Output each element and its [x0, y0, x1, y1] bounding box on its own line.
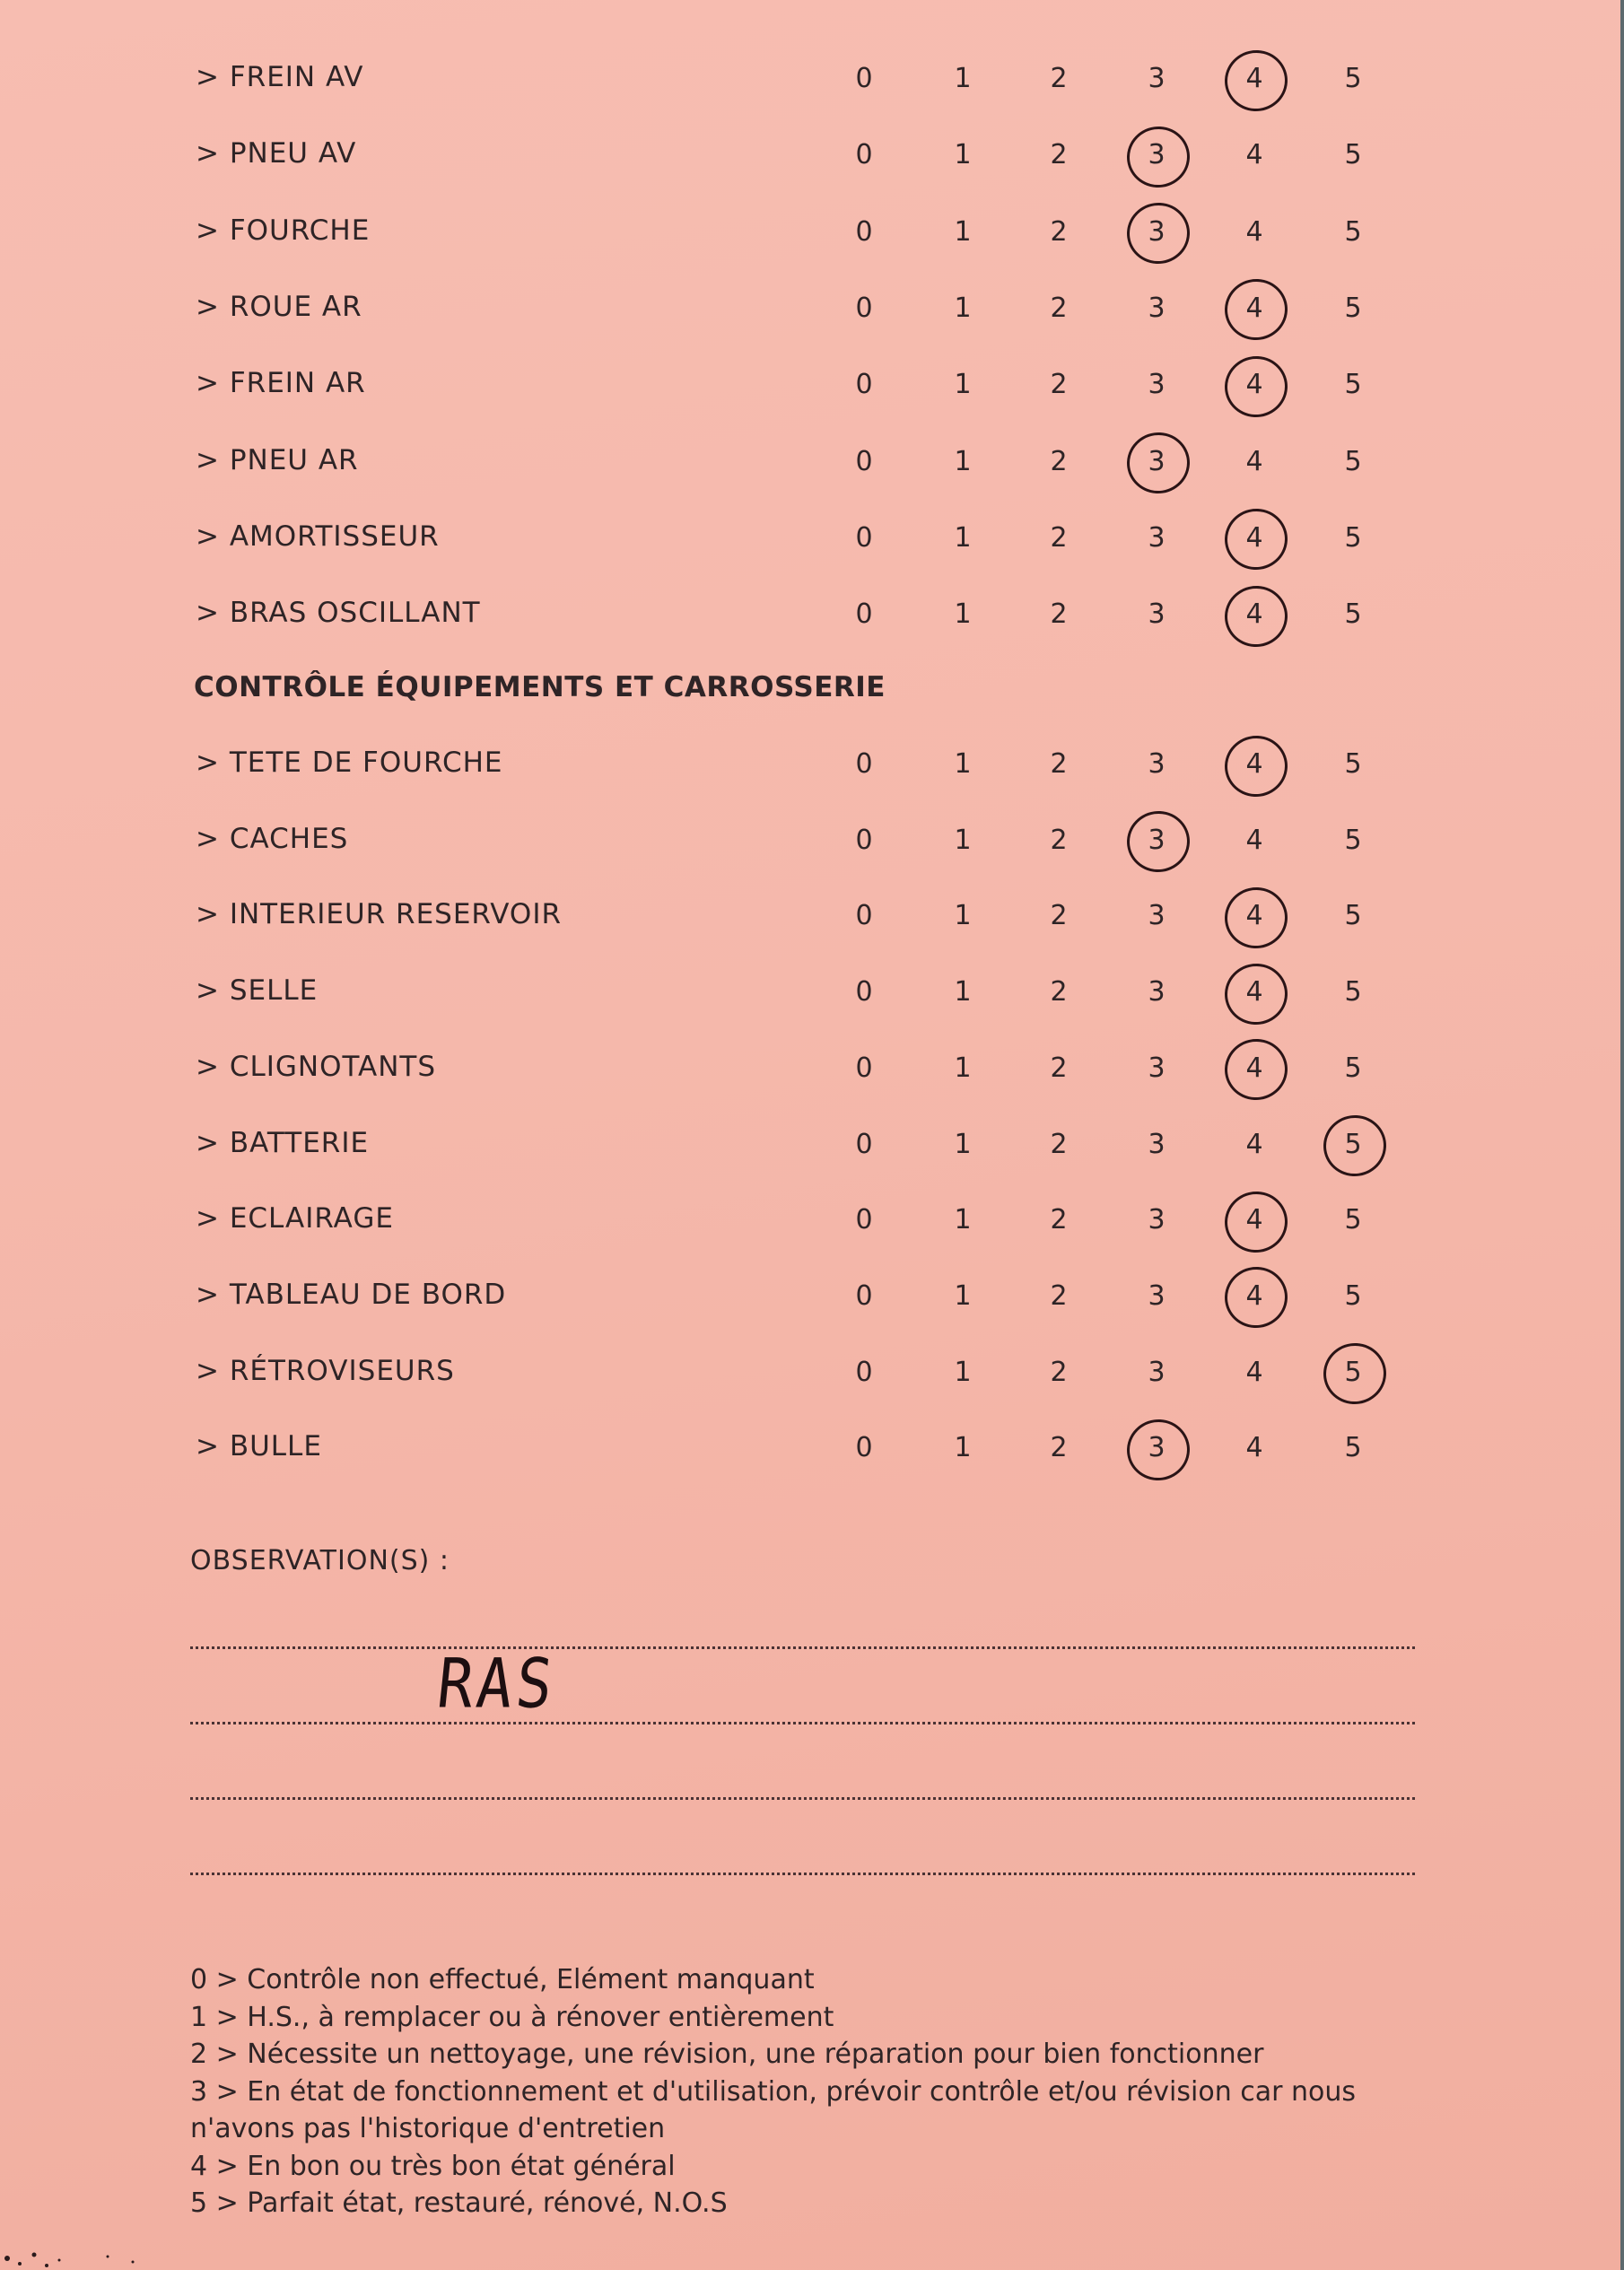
rating-row-label: > TETE DE FOURCHE	[196, 746, 503, 779]
score-option[interactable]: 1	[954, 1204, 972, 1236]
score-option-selected[interactable]: 3	[1130, 139, 1183, 170]
rating-row	[196, 588, 1452, 642]
rating-row	[196, 1193, 1452, 1247]
score-option[interactable]: 4	[1245, 1128, 1263, 1160]
legend-line: 0 > Contrôle non effectué, Elément manquant	[190, 1964, 815, 1995]
rating-row	[196, 358, 1452, 412]
score-option[interactable]: 5	[1344, 1432, 1362, 1464]
rating-row-label: > AMORTISSEUR	[196, 519, 440, 553]
rating-row-label: > TABLEAU DE BORD	[196, 1278, 507, 1311]
score-option[interactable]: 4	[1245, 215, 1263, 248]
score-option[interactable]: 4	[1245, 824, 1263, 856]
score-option[interactable]: 4	[1245, 445, 1263, 477]
score-option[interactable]: 3	[1148, 292, 1166, 324]
rating-row-label: > ROUE AR	[196, 290, 362, 323]
score-option[interactable]: 2	[1050, 748, 1068, 780]
rating-row	[196, 1270, 1452, 1323]
score-option[interactable]: 1	[954, 748, 972, 780]
score-option-selected[interactable]: 3	[1130, 446, 1183, 477]
rating-row-label: > CLIGNOTANTS	[196, 1050, 437, 1083]
score-option[interactable]: 2	[1050, 598, 1068, 631]
rating-row	[196, 889, 1452, 943]
score-option[interactable]: 5	[1344, 1279, 1362, 1312]
score-option[interactable]: 4	[1245, 1432, 1263, 1464]
score-option[interactable]: 2	[1050, 445, 1068, 477]
rating-row	[196, 965, 1452, 1019]
rating-row-label: > BATTERIE	[196, 1126, 370, 1159]
score-option[interactable]: 4	[1245, 1356, 1263, 1388]
score-option[interactable]: 0	[855, 1204, 873, 1236]
score-option-selected[interactable]: 4	[1227, 748, 1281, 780]
score-option[interactable]: 0	[855, 1128, 873, 1160]
rating-row	[196, 52, 1452, 106]
score-option-selected[interactable]: 3	[1130, 825, 1183, 856]
handwritten-observation: RAS	[433, 1644, 560, 1724]
score-option-selected[interactable]: 4	[1227, 1280, 1281, 1312]
score-option[interactable]: 3	[1148, 976, 1166, 1008]
rating-row-label: > INTERIEUR RESERVOIR	[196, 898, 563, 931]
score-option[interactable]: 0	[855, 369, 873, 401]
legend-line: 1 > H.S., à remplacer ou à rénover entièrement	[190, 2001, 834, 2033]
score-option[interactable]: 1	[954, 1279, 972, 1312]
score-option[interactable]: 1	[954, 824, 972, 856]
score-option[interactable]: 5	[1344, 598, 1362, 631]
score-option[interactable]: 5	[1344, 369, 1362, 401]
score-option[interactable]: 1	[954, 900, 972, 932]
score-option[interactable]: 0	[855, 598, 873, 631]
score-option[interactable]: 2	[1050, 1356, 1068, 1388]
score-option-selected[interactable]: 3	[1130, 216, 1183, 248]
score-option[interactable]: 1	[954, 63, 972, 94]
score-option[interactable]: 3	[1148, 521, 1166, 554]
score-option[interactable]: 0	[855, 521, 873, 554]
rating-row	[196, 205, 1452, 259]
score-option[interactable]: 5	[1344, 521, 1362, 554]
rating-row-label: > PNEU AV	[196, 137, 357, 170]
score-option[interactable]: 0	[855, 215, 873, 248]
rating-row-label: > PNEU AR	[196, 443, 359, 476]
score-option-selected[interactable]: 4	[1227, 900, 1281, 931]
score-option[interactable]: 2	[1050, 63, 1068, 94]
rating-row-label: > BRAS OSCILLANT	[196, 597, 481, 630]
score-option[interactable]: 5	[1344, 215, 1362, 248]
score-option[interactable]: 3	[1148, 63, 1166, 94]
score-option[interactable]: 2	[1050, 1279, 1068, 1312]
score-option[interactable]: 1	[954, 445, 972, 477]
rating-row-label: > FREIN AV	[196, 61, 364, 93]
rating-row	[196, 282, 1452, 336]
score-option-selected[interactable]: 4	[1227, 63, 1281, 94]
rating-row-label: > FOURCHE	[196, 214, 371, 247]
score-option[interactable]: 3	[1148, 1279, 1166, 1312]
score-option[interactable]: 5	[1344, 1204, 1362, 1236]
score-option[interactable]: 2	[1050, 139, 1068, 171]
score-option[interactable]: 0	[855, 139, 873, 171]
rating-row-label: > ECLAIRAGE	[196, 1202, 394, 1235]
score-option[interactable]: 1	[954, 598, 972, 631]
score-option[interactable]: 2	[1050, 215, 1068, 248]
score-option[interactable]: 3	[1148, 369, 1166, 401]
score-option[interactable]: 2	[1050, 1128, 1068, 1160]
score-option[interactable]: 2	[1050, 521, 1068, 554]
score-option[interactable]: 0	[855, 824, 873, 856]
score-option[interactable]: 3	[1148, 598, 1166, 631]
score-option[interactable]: 5	[1344, 139, 1362, 171]
score-option[interactable]: 5	[1344, 900, 1362, 932]
score-option-selected[interactable]: 4	[1227, 598, 1281, 630]
score-option[interactable]: 3	[1148, 900, 1166, 932]
score-option-selected[interactable]: 4	[1227, 976, 1281, 1008]
score-option-selected[interactable]: 5	[1326, 1357, 1380, 1388]
score-option[interactable]: 3	[1148, 1128, 1166, 1160]
score-option[interactable]: 3	[1148, 1204, 1166, 1236]
rating-row	[196, 128, 1452, 182]
score-option[interactable]: 0	[855, 1356, 873, 1388]
score-option-selected[interactable]: 4	[1227, 522, 1281, 554]
score-option[interactable]: 4	[1245, 139, 1263, 171]
score-option[interactable]: 5	[1344, 63, 1362, 94]
observations-label: OBSERVATION(S) :	[190, 1545, 450, 1576]
score-option[interactable]: 2	[1050, 369, 1068, 401]
rating-row	[196, 435, 1452, 489]
legend-line: n'avons pas l'historique d'entretien	[190, 2113, 666, 2144]
score-option[interactable]: 2	[1050, 292, 1068, 324]
score-option-selected[interactable]: 3	[1130, 1432, 1183, 1463]
score-option[interactable]: 1	[954, 139, 972, 171]
rating-row	[196, 1421, 1452, 1475]
rating-row-label: > CACHES	[196, 822, 349, 855]
score-option-selected[interactable]: 5	[1326, 1129, 1380, 1160]
score-option[interactable]: 1	[954, 1052, 972, 1084]
rating-row	[196, 814, 1452, 868]
score-option[interactable]: 5	[1344, 748, 1362, 780]
score-option[interactable]: 2	[1050, 1204, 1068, 1236]
score-option[interactable]: 5	[1344, 1052, 1362, 1084]
score-option[interactable]: 0	[855, 63, 873, 94]
score-option[interactable]: 3	[1148, 1052, 1166, 1084]
legend-line: 4 > En bon ou très bon état général	[190, 2150, 676, 2182]
observation-line	[190, 1722, 1415, 1724]
score-option[interactable]: 3	[1148, 1356, 1166, 1388]
paper-specks	[0, 2239, 179, 2270]
legend-line: 2 > Nécessite un nettoyage, une révision, une réparation pour bien fonctionner	[190, 2039, 1264, 2070]
legend-line: 3 > En état de fonctionnement et d'utilisation, prévoir contrôle et/ou révision car nous	[190, 2075, 1357, 2108]
score-option[interactable]: 5	[1344, 976, 1362, 1008]
rating-row-label: > SELLE	[196, 974, 319, 1008]
score-option[interactable]: 1	[954, 1356, 972, 1388]
score-option-selected[interactable]: 4	[1227, 292, 1281, 324]
score-option[interactable]: 1	[954, 369, 972, 401]
score-option-selected[interactable]: 4	[1227, 369, 1281, 400]
score-option[interactable]: 0	[855, 445, 873, 477]
score-option[interactable]: 5	[1344, 824, 1362, 856]
score-option[interactable]: 1	[954, 1432, 972, 1464]
rating-row-label: > RÉTROVISEURS	[196, 1354, 455, 1387]
score-option[interactable]: 0	[855, 1052, 873, 1084]
score-option[interactable]: 0	[855, 900, 873, 932]
score-option[interactable]: 1	[954, 521, 972, 554]
score-option[interactable]: 1	[954, 976, 972, 1008]
score-option[interactable]: 0	[855, 1279, 873, 1312]
score-option[interactable]: 2	[1050, 1052, 1068, 1084]
score-option[interactable]: 2	[1050, 976, 1068, 1008]
rating-row-label: > FREIN AR	[196, 367, 366, 400]
score-option[interactable]: 0	[855, 748, 873, 780]
score-option[interactable]: 3	[1148, 748, 1166, 780]
score-option[interactable]: 2	[1050, 824, 1068, 856]
rating-row	[196, 1346, 1452, 1400]
score-option[interactable]: 2	[1050, 900, 1068, 932]
observation-line	[190, 1873, 1415, 1875]
rating-row	[196, 1118, 1452, 1172]
observation-line	[190, 1797, 1415, 1800]
score-option[interactable]: 1	[954, 215, 972, 248]
rating-row	[196, 738, 1452, 791]
score-option[interactable]: 0	[855, 976, 873, 1008]
score-option[interactable]: 0	[855, 1432, 873, 1464]
score-option-selected[interactable]: 4	[1227, 1052, 1281, 1084]
score-option[interactable]: 0	[855, 292, 873, 324]
rating-row	[196, 1042, 1452, 1096]
legend-line: 5 > Parfait état, restauré, rénové, N.O.S	[190, 2187, 728, 2219]
rating-legend	[190, 1961, 1446, 2222]
score-option[interactable]: 2	[1050, 1432, 1068, 1464]
score-option[interactable]: 1	[954, 1128, 972, 1160]
score-option[interactable]: 1	[954, 292, 972, 324]
observation-line	[190, 1646, 1415, 1649]
rating-row	[196, 511, 1452, 565]
section-title-equipment: CONTRÔLE ÉQUIPEMENTS ET CARROSSERIE	[194, 671, 886, 703]
rating-row-label: > BULLE	[196, 1430, 322, 1463]
score-option-selected[interactable]: 4	[1227, 1204, 1281, 1235]
score-option[interactable]: 5	[1344, 292, 1362, 324]
score-option[interactable]: 5	[1344, 445, 1362, 477]
